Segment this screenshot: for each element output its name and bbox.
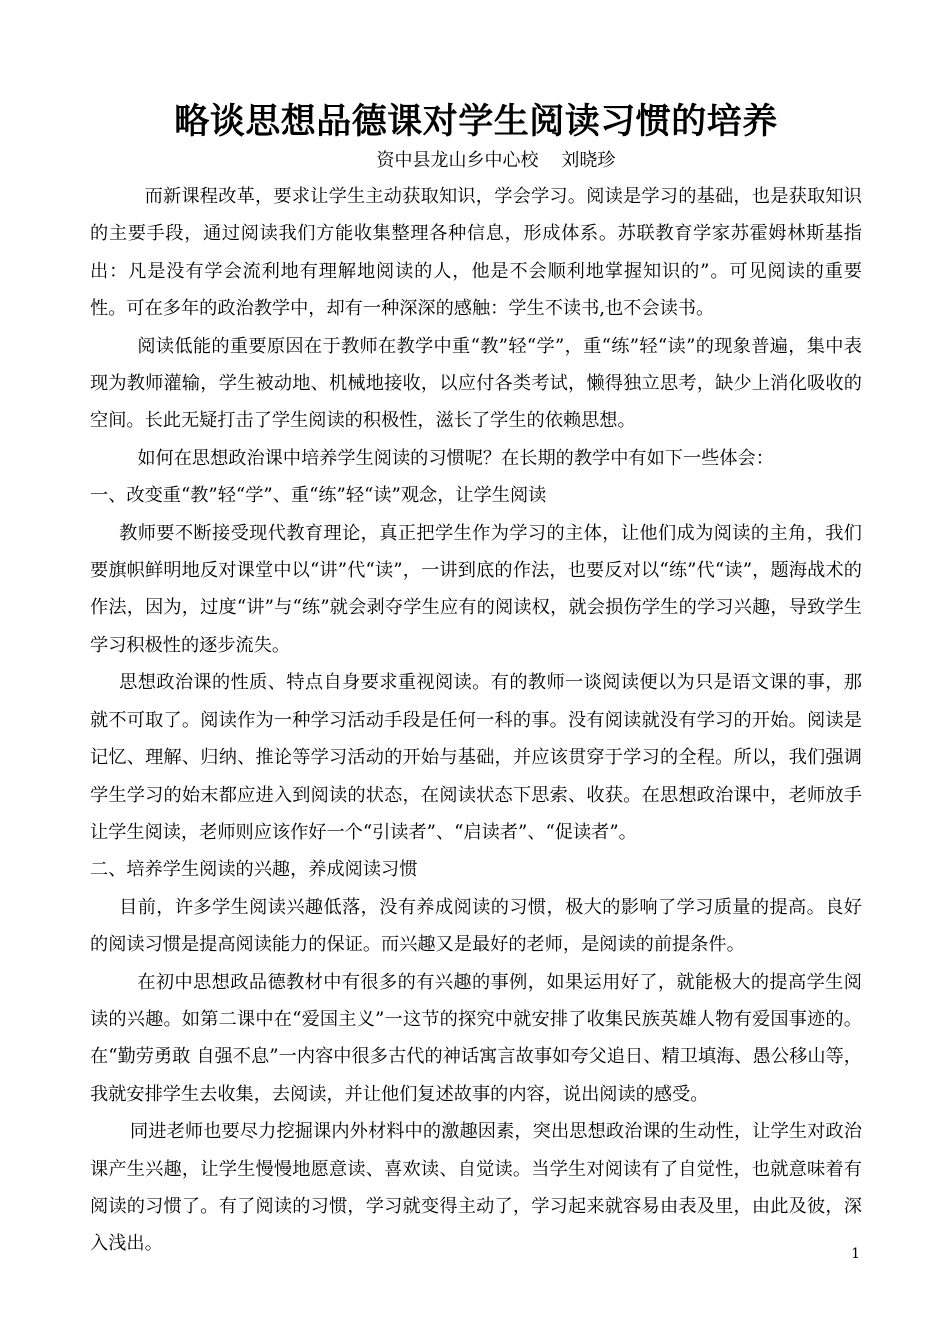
section-heading-2: 二、培养学生阅读的兴趣，养成阅读习惯 xyxy=(90,859,418,881)
document-page xyxy=(90,100,862,1263)
body-paragraph: 如何在思想政治课中培养学生阅读的习惯呢？在长期的教学中有如下一些体会： xyxy=(137,447,774,469)
document-author: 资中县龙山乡中心校 刘晓珍 xyxy=(376,150,616,171)
body-paragraph: 阅读低能的重要原因在于教师在教学中重“教”轻“学”，重“练”轻“读”的现象普遍，集中表现为教师灌输，学生被动地、机械地接收，以应付各类考试，懒得独立思考，缺少上消化吸收的空间。长此无疑打击了学生阅读的积极性，滋长了学生的依赖思想。 xyxy=(90,335,862,432)
body-paragraph: 教师要不断接受现代教育理论，真正把学生作为学习的主体，让他们成为阅读的主角，我们要旗帜鲜明地反对课堂中以“讲”代“读”，一讲到底的作法，也要反对以“练”代“读”，题海战术的作法，因为，过度“讲”与“练”就会剥夺学生应有的阅读权，就会损伤学生的学习兴趣，导致学生学习积极性的逐步流失。 xyxy=(90,522,862,656)
section-heading-1: 一、改变重“教”轻“学”、重“练”轻“读”观念，让学生阅读 xyxy=(90,485,547,507)
body-paragraph: 同进老师也要尽力挖掘课内外材料中的激趣因素，突出思想政治课的生动性，让学生对政治课产生兴趣，让学生慢慢地愿意读、喜欢读、自觉读。当学生对阅读有了自觉性，也就意味着有阅读的习惯了。有了阅读的习惯，学习就变得主动了，学习起来就容易由表及里，由此及彼，深入浅出。 xyxy=(90,1121,862,1255)
page-number: 1 xyxy=(851,1246,860,1262)
body-paragraph: 而新课程改革，要求让学生主动获取知识，学会学习。阅读是学习的基础，也是获取知识的主要手段，通过阅读我们方能收集整理各种信息，形成体系。苏联教育学家苏霍姆林斯基指出：凡是没有学会流利地有理解地阅读的人，他是不会顺利地掌握知识的”。可见阅读的重要性。可在多年的政治教学中，却有一种深深的感触：学生不读书,也不会读书。 xyxy=(90,186,862,320)
body-paragraph: 在初中思想政品德教材中有很多的有兴趣的事例，如果运用好了，就能极大的提高学生阅读的兴趣。如第二课中在“爱国主义”一这节的探究中就安排了收集民族英雄人物有爱国事迹的。在“勤劳勇敢 自强不息”一内容中很多古代的神话寓言故事如夸父追日、精卫填海、愚公移山等，我就安排学生去收集，去阅读，并让他们复述故事的内容，说出阅读的感受。 xyxy=(90,971,862,1105)
body-paragraph: 目前，许多学生阅读兴趣低落，没有养成阅读的习惯，极大的影响了学习质量的提高。良好的阅读习惯是提高阅读能力的保证。而兴趣又是最好的老师，是阅读的前提条件。 xyxy=(90,896,862,956)
document-title: 略谈思想品德课对学生阅读习惯的培养 xyxy=(174,101,778,142)
body-paragraph: 思想政治课的性质、特点自身要求重视阅读。有的教师一谈阅读便以为只是语文课的事，那就不可取了。阅读作为一种学习活动手段是任何一科的事。没有阅读就没有学习的开始。阅读是记忆、理解、归纳、推论等学习活动的开始与基础，并应该贯穿于学习的全程。所以，我们强调学生学习的始末都应进入到阅读的状态，在阅读状态下思索、收获。在思想政治课中，老师放手让学生阅读，老师则应该作好一个“引读者”、“启读者”、“促读者”。 xyxy=(90,672,862,843)
